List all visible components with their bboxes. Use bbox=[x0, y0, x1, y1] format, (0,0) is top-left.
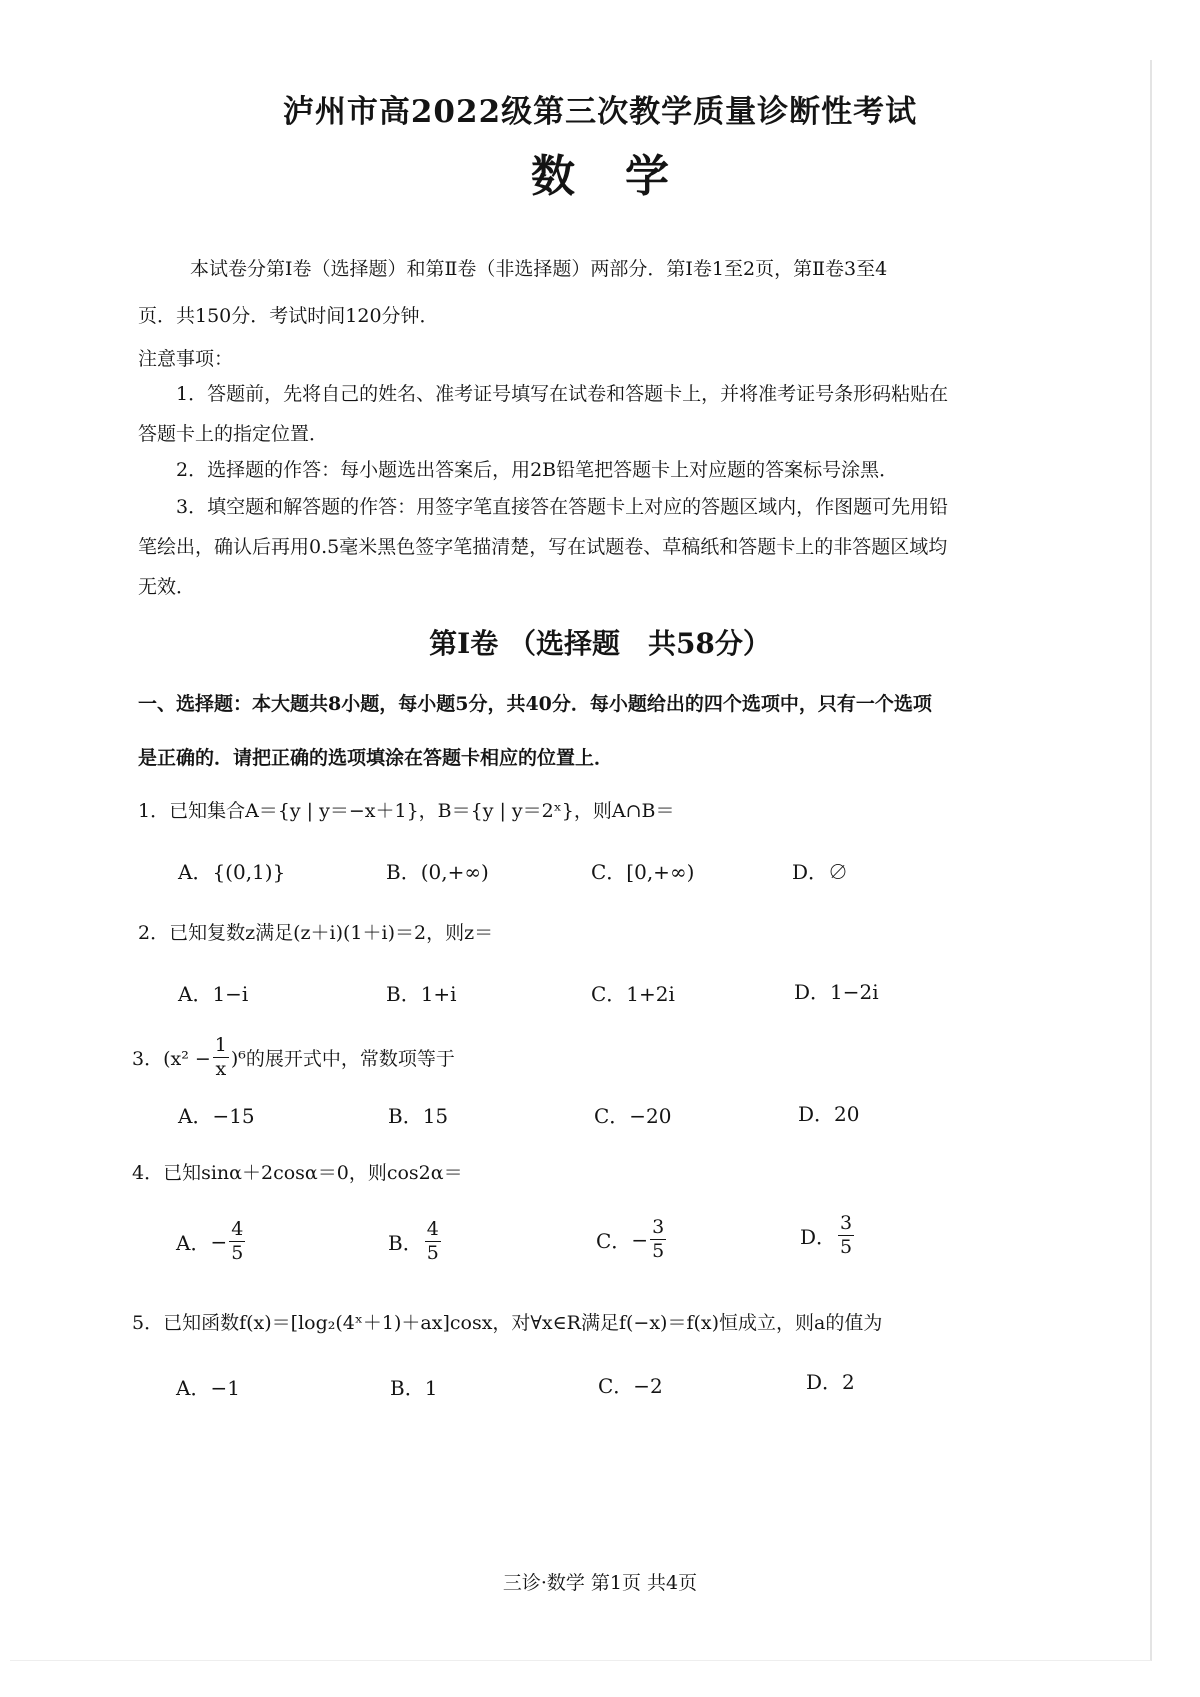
question-4-option-c-fraction bbox=[650, 1218, 666, 1261]
question-4-option-d-numerator: 3 bbox=[840, 1212, 853, 1234]
question-4-option-d-label: D． bbox=[800, 1225, 837, 1249]
notice-2-line-1: 2．选择题的作答：每小题选出答案后，用2B铅笔把答题卡上对应题的答案标号涂黑． bbox=[176, 459, 899, 481]
question-3-stem-prefix: 3．(x² − bbox=[132, 1048, 211, 1070]
question-4-option-a-sign: − bbox=[210, 1229, 228, 1254]
question-3-stem-suffix: )⁶的展开式中，常数项等于 bbox=[230, 1048, 455, 1070]
page-footer: 三诊·数学 第1页 共4页 bbox=[502, 1572, 698, 1594]
notice-heading: 注意事项： bbox=[138, 348, 234, 370]
question-2-stem: 2．已知复数z满足(z＋i)(1＋i)＝2，则z＝ bbox=[138, 922, 494, 944]
question-3-fraction bbox=[213, 1036, 229, 1079]
question-1-option-a: A．{(0,1)} bbox=[178, 860, 286, 884]
question-4-option-a-fraction bbox=[229, 1220, 245, 1263]
notice-3-line-3: 无效． bbox=[138, 576, 196, 598]
question-1-stem: 1．已知集合A＝{y | y＝−x＋1}，B＝{y | y＝2ˣ}，则A∩B＝ bbox=[138, 800, 675, 822]
question-4-option-b bbox=[388, 1220, 443, 1263]
section-instruction-line-1: 一、选择题：本大题共8小题，每小题5分，共40分．每小题给出的四个选项中，只有一个选项 bbox=[138, 693, 932, 715]
question-4-option-b-numerator: 4 bbox=[426, 1218, 439, 1240]
question-2-option-d: D．1−2i bbox=[794, 980, 879, 1004]
question-5-option-c: C．−2 bbox=[598, 1374, 663, 1398]
question-3-stem bbox=[132, 1036, 455, 1079]
question-4-option-a bbox=[176, 1220, 247, 1263]
exam-title: 泸州市高2022级第三次教学质量诊断性考试 bbox=[282, 94, 918, 130]
question-4-option-c-label: C． bbox=[596, 1229, 632, 1253]
section-instruction-line-2: 是正确的．请把正确的选项填涂在答题卡相应的位置上． bbox=[138, 747, 614, 769]
question-4-option-d-fraction bbox=[838, 1214, 854, 1257]
question-3-fraction-numerator: 1 bbox=[214, 1034, 227, 1056]
intro-line-2: 页．共150分．考试时间120分钟． bbox=[138, 305, 439, 327]
question-4-stem: 4．已知sinα＋2cosα＝0，则cos2α＝ bbox=[132, 1162, 463, 1184]
question-3-option-b: B．15 bbox=[388, 1104, 449, 1128]
intro-line-1: 本试卷分第Ⅰ卷（选择题）和第Ⅱ卷（非选择题）两部分．第Ⅰ卷1至2页，第Ⅱ卷3至4 bbox=[190, 258, 888, 280]
question-4-option-a-label: A． bbox=[176, 1231, 211, 1255]
question-4-option-b-label: B． bbox=[388, 1231, 423, 1255]
question-2-option-b: B．1+i bbox=[386, 982, 457, 1006]
question-4-option-d-denominator: 5 bbox=[840, 1236, 853, 1258]
question-4-option-c-sign: − bbox=[631, 1227, 649, 1252]
question-3-fraction-denominator: x bbox=[215, 1058, 227, 1080]
notice-1-line-1: 1．答题前，先将自己的姓名、准考证号填写在试卷和答题卡上，并将准考证号条形码粘贴在 bbox=[176, 383, 949, 405]
question-4-option-c bbox=[596, 1218, 668, 1261]
question-5-option-b: B．1 bbox=[390, 1376, 438, 1400]
question-3-option-c: C．−20 bbox=[594, 1104, 672, 1128]
question-4-option-a-numerator: 4 bbox=[231, 1218, 244, 1240]
question-5-stem: 5．已知函数f(x)＝[log₂(4ˣ＋1)＋ax]cosx，对∀x∈R满足f(−x)＝f(x)恒成立，则a的值为 bbox=[132, 1312, 883, 1334]
subject-title: 数学 bbox=[531, 151, 719, 202]
question-4-option-c-numerator: 3 bbox=[652, 1216, 665, 1238]
section-title: 第Ⅰ卷 （选择题 共58分） bbox=[429, 627, 771, 660]
question-5-option-a: A．−1 bbox=[176, 1376, 240, 1400]
question-1-option-b: B．(0,+∞) bbox=[386, 860, 489, 884]
question-4-option-a-denominator: 5 bbox=[231, 1242, 244, 1264]
notice-3-line-1: 3．填空题和解答题的作答：用签字笔直接答在答题卡上对应的答题区域内，作图题可先用铅 bbox=[176, 496, 949, 518]
question-4-option-d bbox=[800, 1214, 856, 1257]
question-3-option-d: D．20 bbox=[798, 1102, 860, 1126]
notice-1-line-2: 答题卡上的指定位置． bbox=[138, 423, 329, 445]
question-4-option-b-denominator: 5 bbox=[426, 1242, 439, 1264]
question-1-option-d: D．∅ bbox=[792, 860, 849, 884]
question-4-option-b-fraction bbox=[425, 1220, 441, 1263]
question-2-option-c: C．1+2i bbox=[591, 982, 675, 1006]
question-5-option-d: D．2 bbox=[806, 1370, 855, 1394]
question-1-option-c: C．[0,+∞) bbox=[591, 860, 695, 884]
question-3-option-a: A．−15 bbox=[178, 1104, 255, 1128]
notice-3-line-2: 笔绘出，确认后再用0.5毫米黑色签字笔描清楚，写在试题卷、草稿纸和答题卡上的非答题区域均 bbox=[138, 536, 948, 558]
question-4-option-c-denominator: 5 bbox=[652, 1240, 665, 1262]
question-2-option-a: A．1−i bbox=[178, 982, 249, 1006]
